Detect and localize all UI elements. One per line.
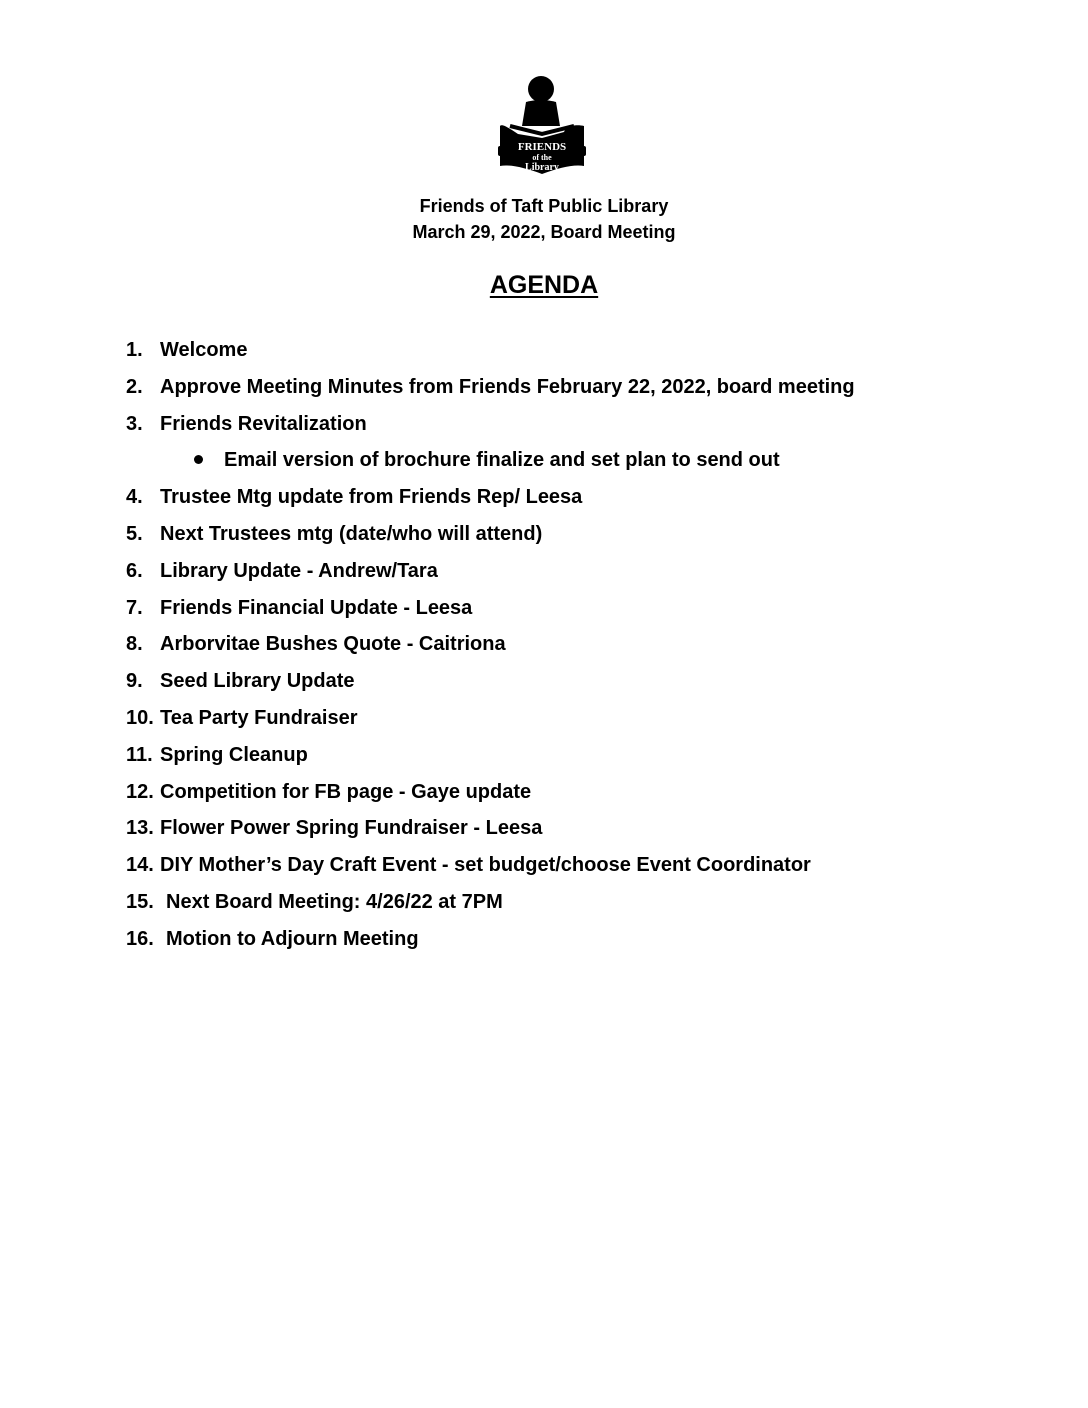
item-number: 8. bbox=[126, 633, 143, 656]
agenda-item bbox=[126, 780, 1026, 817]
agenda-sub-item bbox=[126, 448, 1026, 485]
agenda-title: AGENDA bbox=[489, 271, 599, 299]
agenda-item bbox=[126, 632, 1026, 669]
item-text: Friends Financial Update - Leesa bbox=[160, 596, 473, 619]
item-number: 12. bbox=[126, 780, 154, 803]
item-number: 15. bbox=[126, 890, 154, 913]
item-text: Flower Power Spring Fundraiser - Leesa bbox=[160, 817, 543, 840]
item-number: 9. bbox=[126, 670, 143, 693]
item-text: DIY Mother’s Day Craft Event - set budget/choose Event Coordinator bbox=[160, 854, 811, 877]
item-number: 1. bbox=[126, 339, 143, 361]
item-text: Arborvitae Bushes Quote - Caitriona bbox=[160, 633, 506, 656]
item-number: 7. bbox=[126, 596, 143, 619]
agenda-item bbox=[126, 669, 1026, 706]
item-number: 2. bbox=[126, 375, 143, 398]
logo-text-library: Library bbox=[525, 162, 559, 173]
agenda-item bbox=[126, 522, 1026, 559]
agenda-item bbox=[126, 412, 1026, 449]
agenda-item bbox=[126, 706, 1026, 743]
item-number: 10. bbox=[126, 706, 154, 729]
item-number: 16. bbox=[126, 927, 154, 950]
agenda-item bbox=[126, 743, 1026, 780]
item-number: 6. bbox=[126, 559, 143, 582]
meeting-date: March 29, 2022, Board Meeting bbox=[412, 222, 676, 242]
item-number: 14. bbox=[126, 854, 154, 877]
item-number: 5. bbox=[126, 522, 143, 545]
reading-figure-icon bbox=[496, 74, 588, 178]
item-number: 4. bbox=[126, 486, 143, 509]
item-text: Spring Cleanup bbox=[160, 743, 308, 766]
logo-text-of-the: of the bbox=[532, 153, 552, 162]
agenda-item bbox=[126, 485, 1026, 522]
agenda-item bbox=[126, 927, 1026, 964]
friends-of-the-library-logo bbox=[496, 74, 588, 178]
item-number: 3. bbox=[126, 412, 143, 435]
item-text: Welcome bbox=[160, 339, 248, 361]
item-text: Approve Meeting Minutes from Friends February 22, 2022, board meeting bbox=[160, 375, 855, 398]
item-text: Motion to Adjourn Meeting bbox=[166, 927, 419, 950]
agenda-item bbox=[126, 559, 1026, 596]
item-text: Library Update - Andrew/Tara bbox=[160, 559, 438, 582]
item-text: Next Board Meeting: 4/26/22 at 7PM bbox=[166, 890, 503, 913]
item-number: 11. bbox=[126, 743, 153, 766]
agenda-item bbox=[126, 375, 1026, 412]
agenda-item bbox=[126, 596, 1026, 633]
item-text: Tea Party Fundraiser bbox=[160, 706, 358, 729]
agenda-list bbox=[126, 338, 1026, 964]
item-text: Friends Revitalization bbox=[160, 412, 367, 435]
item-text: Competition for FB page - Gaye update bbox=[160, 780, 532, 803]
item-text: Next Trustees mtg (date/who will attend) bbox=[160, 522, 543, 545]
agenda-item bbox=[126, 853, 1026, 890]
item-text: Seed Library Update bbox=[160, 670, 355, 693]
agenda-item bbox=[126, 890, 1026, 927]
logo-text-friends: FRIENDS bbox=[517, 141, 567, 153]
item-text: Trustee Mtg update from Friends Rep/ Leesa bbox=[160, 486, 583, 509]
organization-name: Friends of Taft Public Library bbox=[419, 196, 669, 216]
bullet-icon bbox=[194, 455, 203, 464]
agenda-item bbox=[126, 816, 1026, 853]
sub-item-text: Email version of brochure finalize and set plan to send out bbox=[224, 449, 780, 472]
agenda-item bbox=[126, 338, 1026, 375]
item-number: 13. bbox=[126, 817, 154, 840]
